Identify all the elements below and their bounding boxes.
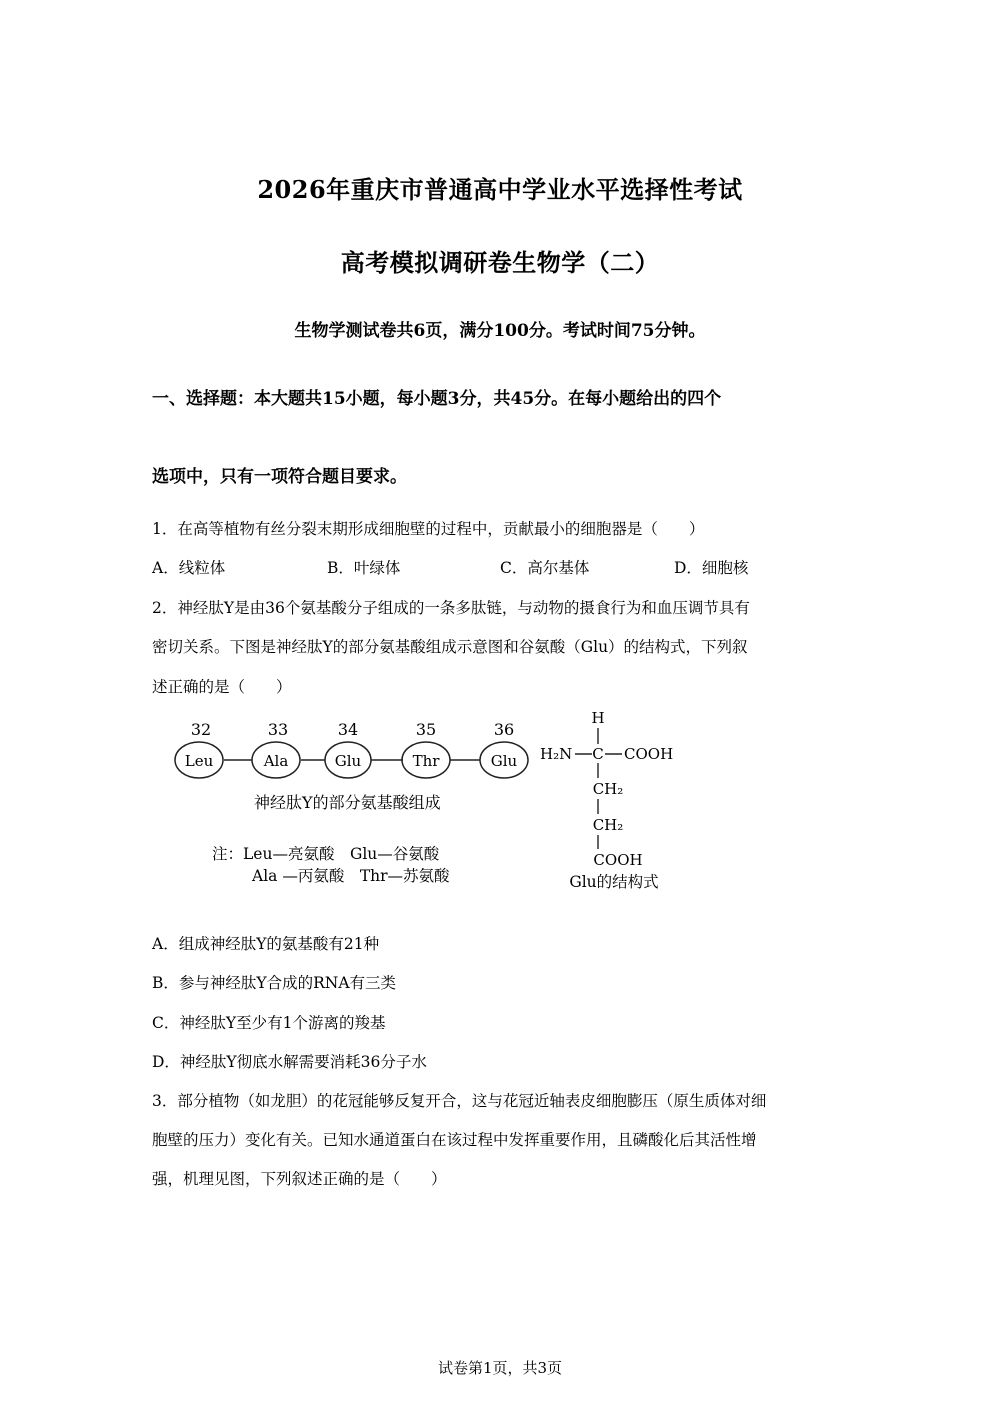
residue-number: 33	[267, 720, 289, 739]
q2-option-a: A．组成神经肽Y的氨基酸有21种	[152, 935, 380, 953]
q1-options	[152, 556, 852, 578]
peptide-caption: 神经肽Y的部分氨基酸组成	[254, 793, 441, 812]
struct-cooh: COOH	[624, 745, 674, 763]
residue-label: Ala	[263, 752, 289, 770]
abbreviation-note-line1: 注：Leu—亮氨酸 Glu—谷氨酸	[212, 845, 440, 863]
struct-amino: H₂N	[540, 745, 573, 763]
residue-label: Glu	[490, 752, 518, 770]
q2-option-c: C．神经肽Y至少有1个游离的羧基	[152, 1014, 386, 1032]
peptide-figure	[168, 706, 708, 901]
residue-number: 36	[493, 720, 515, 739]
peptide-diagram	[168, 706, 708, 901]
residue-label: Glu	[334, 752, 362, 770]
exam-subtitle: 高考模拟调研卷生物学（二）	[340, 248, 660, 277]
exam-info: 生物学测试卷共6页，满分100分。考试时间75分钟。	[294, 321, 706, 341]
q2-stem-line2: 密切关系。下图是神经肽Y的部分氨基酸组成示意图和谷氨酸（Glu）的结构式，下列叙	[152, 638, 748, 656]
q3-stem-line1: 3．部分植物（如龙胆）的花冠能够反复开合，这与花冠近轴表皮细胞膨压（原生质体对细	[152, 1092, 767, 1110]
residue-number: 32	[190, 720, 212, 739]
residue-number: 35	[415, 720, 437, 739]
residue-number: 34	[337, 720, 359, 739]
exam-title: 2026年重庆市普通高中学业水平选择性考试	[257, 175, 743, 204]
q1-option-a: A．线粒体	[152, 559, 226, 577]
q1-option-c: C．高尔基体	[500, 559, 590, 577]
section-heading-line2: 选项中，只有一项符合题目要求。	[152, 467, 407, 487]
struct-cooh-bottom: COOH	[593, 851, 643, 869]
q2-option-d: D．神经肽Y彻底水解需要消耗36分子水	[152, 1053, 427, 1071]
q2-stem-line1: 2．神经肽Y是由36个氨基酸分子组成的一条多肽链，与动物的摄食行为和血压调节具有	[152, 599, 750, 617]
q1-stem: 1．在高等植物有丝分裂末期形成细胞壁的过程中，贡献最小的细胞器是（ ）	[152, 520, 705, 538]
residue-label: Leu	[184, 752, 214, 770]
abbreviation-note-line2: Ala —丙氨酸 Thr—苏氨酸	[252, 867, 450, 885]
struct-caption: Glu的结构式	[569, 873, 659, 891]
q1-option-d: D．细胞核	[674, 559, 749, 577]
struct-carbon: C	[592, 745, 604, 763]
q3-stem-line2: 胞壁的压力）变化有关。已知水通道蛋白在该过程中发挥重要作用，且磷酸化后其活性增	[152, 1131, 757, 1149]
struct-ch2: CH₂	[592, 816, 624, 834]
residue-label: Thr	[412, 752, 440, 770]
struct-ch2: CH₂	[592, 780, 624, 798]
section-heading-line1: 一、选择题：本大题共15小题，每小题3分，共45分。在每小题给出的四个	[152, 389, 722, 409]
q2-stem-line3: 述正确的是（ ）	[152, 678, 292, 696]
q3-stem-line3: 强，机理见图，下列叙述正确的是（ ）	[152, 1170, 447, 1188]
q2-option-b: B．参与神经肽Y合成的RNA有三类	[152, 974, 397, 992]
struct-h: H	[591, 709, 605, 727]
page-footer: 试卷第1页，共3页	[437, 1359, 563, 1377]
q1-option-b: B．叶绿体	[327, 559, 401, 577]
